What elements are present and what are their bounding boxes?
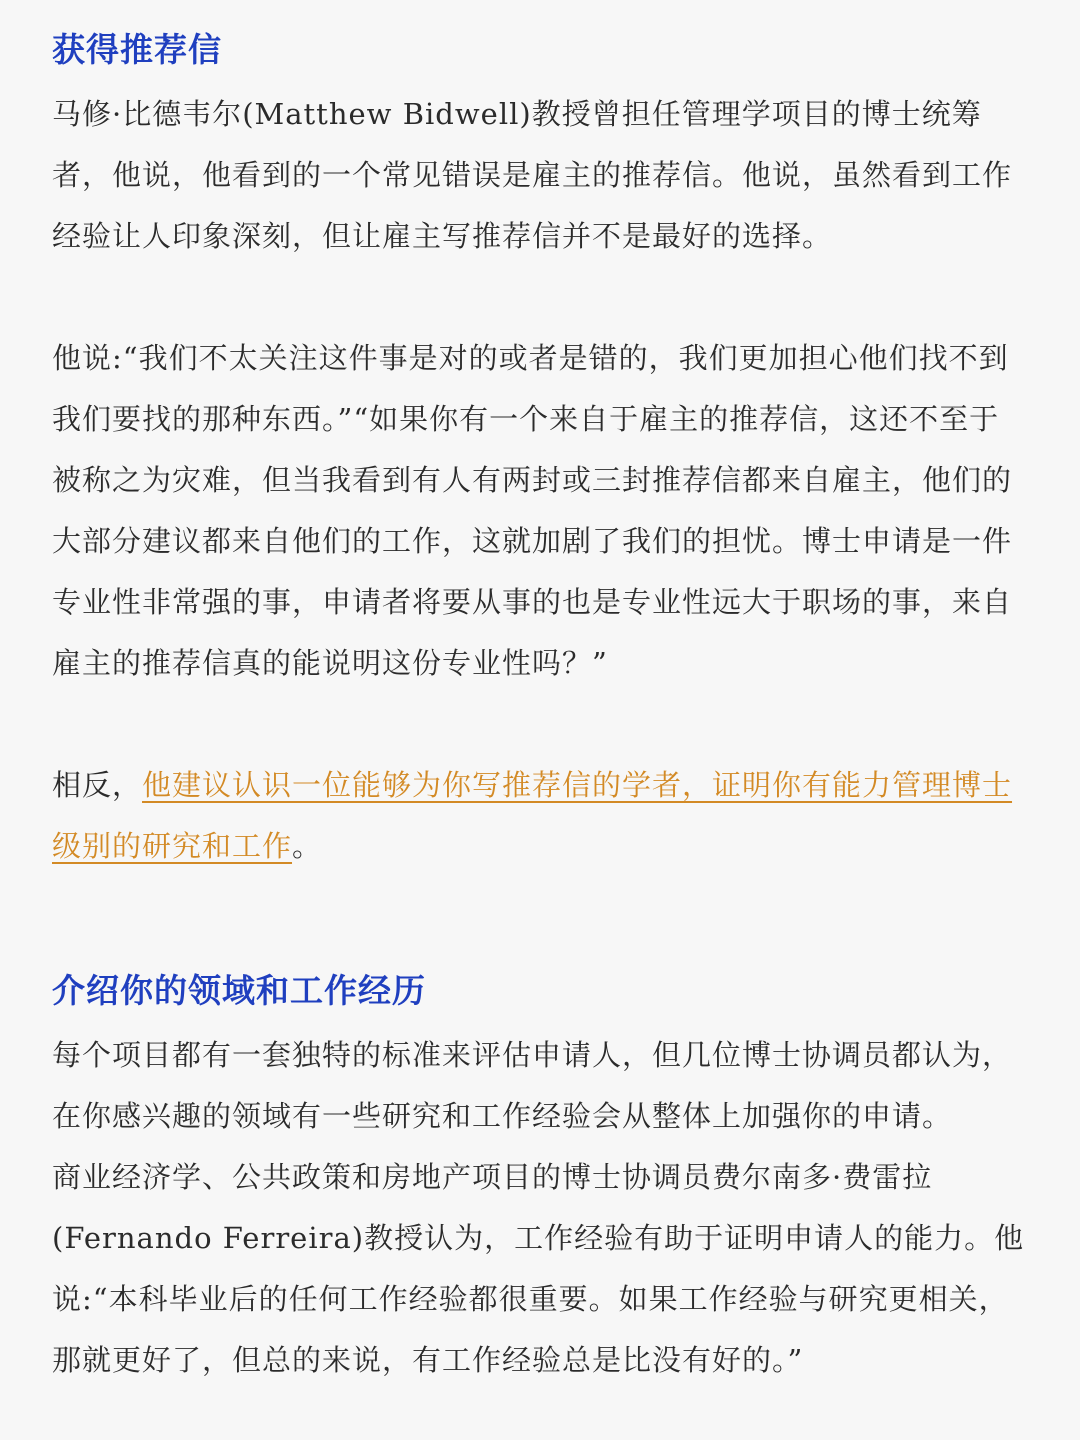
suggestion-link[interactable]: 他建议认识一位能够为你写推荐信的学者，证明你有能力管理博士级别的研究和工作 (52, 768, 1013, 863)
paragraph-suggestion (52, 755, 1028, 877)
section-heading-field-experience: 介绍你的领域和工作经历 (52, 971, 426, 1010)
paragraph-bidwell-intro: 马修·比德韦尔(Matthew Bidwell)教授曾担任管理学项目的博士统筹者，他说，他看到的一个常见错误是雇主的推荐信。他说，虽然看到工作经验让人印象深刻，但让雇主写推荐信并不是最好的选择。 (52, 97, 1013, 253)
suggestion-prefix: 相反， (52, 768, 143, 802)
suggestion-suffix: 。 (292, 829, 323, 863)
section-heading-recommendation: 获得推荐信 (52, 30, 222, 69)
paragraph-bidwell-quote: 他说:“我们不太关注这件事是对的或者是错的，我们更加担心他们找不到我们要找的那种东西。”“如果你有一个来自于雇主的推荐信，这还不至于被称之为灾难，但当我看到有人有两封或三封推荐信都来自雇主，他们的大部分建议都来自他们的工作，这就加剧了我们的担忧。博士申请是一件专业性非常强的事，申请者将要从事的也是专业性远大于职场的事，来自雇主的推荐信真的能说明这份专业性吗？” (52, 341, 1013, 680)
paragraph-criteria: 每个项目都有一套独特的标准来评估申请人，但几位博士协调员都认为，在你感兴趣的领域有一些研究和工作经验会从整体上加强你的申请。 (52, 1038, 1013, 1133)
paragraph-ferreira: 商业经济学、公共政策和房地产项目的博士协调员费尔南多·费雷拉(Fernando Ferreira)教授认为，工作经验有助于证明申请人的能力。他说:“本科毕业后的任何工作经验都很重要。如果工作经验与研究更相关，那就更好了，但总的来说，有工作经验总是比没有好的。” (52, 1160, 1025, 1377)
